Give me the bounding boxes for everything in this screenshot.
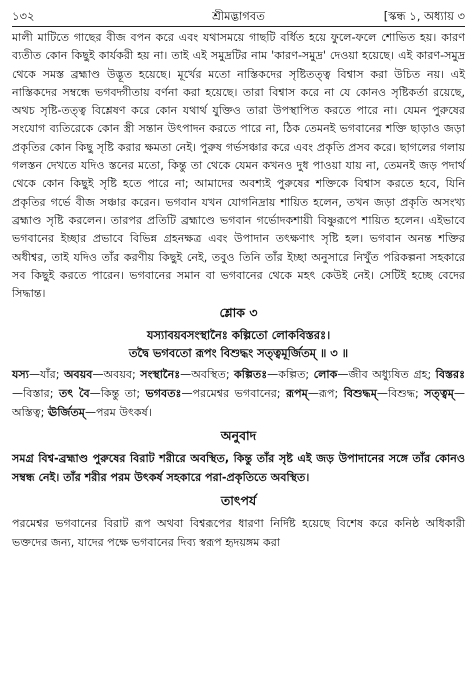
- synonym-word: সংস্থানৈঃ: [140, 368, 181, 382]
- translation-text: সমগ্র বিশ্ব-ব্রহ্মাণ্ড পুরুষের বিরাট শরীরে অবস্থিত, কিন্তু তাঁর সৃষ্ট এই জড় উপাদানের সঙ্গে তাঁর কোনও সম্বন্ধ নেই। তাঁর শরীর পরম উৎকর্ষ সহকারে পরা-প্রকৃতিতে অবস্থিত।: [12, 452, 465, 484]
- synonym-meaning: পরমেশ্বর ভগবানের: [192, 387, 277, 401]
- synonym-word: ঊর্জিতম্: [47, 406, 85, 420]
- synonym-word: রূপম্: [285, 387, 308, 401]
- synonym-meaning: কল্পিত: [278, 368, 306, 382]
- synonym-word: সত্ত্বম্: [424, 387, 454, 401]
- page-number: ১৩২: [12, 9, 35, 23]
- synonym-meaning: জীব অধ্যুষিত গ্রহ: [348, 368, 428, 382]
- synonym-meaning: অবয়ব: [103, 368, 133, 382]
- book-title: শ্রীমদ্ভাগবত: [212, 9, 265, 23]
- synonym-meaning: অবস্থিত: [191, 368, 226, 382]
- word-for-word-synonyms: যস্য—যাঁর; অবয়ব—অবয়ব; সংস্থানৈঃ—অবস্থিত; কল্পিতঃ—কল্পিত; লোক—জীব অধ্যুষিত গ্রহ; বিস্তরঃ—বিস্তার; তৎ বৈ—কিন্তু তা; ভগবতঃ—পরমেশ্বর ভগবানের; রূপম্—রূপ; বিশুদ্ধম্—বিশুদ্ধ; সত্ত্বম্—অস্তিত্ব; ঊর্জিতম্—পরম উৎকর্ষ।: [12, 368, 466, 420]
- verse-line-1: যস্যাবয়বসংস্থানৈঃ কল্পিতো লোকবিস্তরঃ।: [146, 328, 331, 343]
- synonym-word: লোক: [313, 368, 338, 382]
- synonym-meaning: পরম উৎকর্ষ: [96, 406, 148, 420]
- synonym-meaning: বিস্তার: [23, 387, 50, 401]
- synonym-word: যস্য: [12, 368, 29, 382]
- chapter-reference: [স্কন্ধ ১, অধ্যায় ৩: [383, 9, 465, 23]
- synonym-word: অবয়ব: [63, 368, 93, 382]
- synonym-meaning: কিন্তু তা: [100, 387, 137, 401]
- synonym-meaning: অস্তিত্ব: [12, 406, 41, 420]
- synonym-meaning: রূপ: [318, 387, 335, 401]
- running-header: [12, 6, 465, 24]
- purport-text: পরমেশ্বর ভগবানের বিরাট রূপ অথবা বিশ্বরূপের ধারণা নির্দিষ্ট হয়েছে বিশেষ করে কনিষ্ঠ অধিকারী ভক্তদের জন্য, যাদের পক্ষে ভগবানের দিব্য স্বরূপ হৃদয়ঙ্গম করা: [12, 517, 465, 549]
- verse-line-2: তদ্বৈ ভগবতো রূপং বিশুদ্ধং সত্ত্বমূর্জিতম্ ॥ ৩ ॥: [128, 346, 349, 361]
- synonym-word: ভগবতঃ: [145, 387, 182, 401]
- purport-continued: মালী মাটিতে গাছের বীজ বপন করে এবং যথাসময়ে গাছটি বর্ধিত হয়ে ফুলে-ফলে শোভিত হয়। কারণ ব্যতীত কোন কিছুই কার্যকরী হয় না। তাই এই সমুদ্রটির নাম 'কারণ-সমুদ্র' দেওয়া হয়েছে। এই কারণ-সমুদ্র থেকে সমস্ত ব্রহ্মাণ্ড উদ্ভূত হয়েছে। মূর্খের মতো নাস্তিকদের সৃষ্টিতত্ত্ব বিশ্বাস করা উচিত নয়। এই নাস্তিকদের সম্বন্ধে ভগবদ্গীতায় বর্ণনা করা হয়েছে। তারা বিশ্বাস করে না যে কোনও সৃষ্টিকর্তা রয়েছে, অথচ সৃষ্টি-তত্ত্ব বিশ্লেষণ করে কোন যথার্থ যুক্তিও তারা উপস্থাপিত করতে পারে না। যেমন পুরুষের সংযোগ ব্যতিরেকে কোন স্ত্রী সন্তান উৎপাদন করতে পারে না, ঠিক তেমনই ভগবানের শক্তি ছাড়াও জড়া প্রকৃতির কোন কিছু সৃষ্টি করার ক্ষমতা নেই। পুরুষ গর্ভসঞ্চার করে এবং প্রকৃতি প্রসব করে। ছাগলের গলায় গলস্তন দেখতে যদিও স্তনের মতো, কিন্তু তা থেকে যেমন কখনও দুধ পাওয়া যায় না, তেমনই জড় পদার্থ থেকে কোন কিছুই সৃষ্টি হতে পারে না; আমাদের অবশ্যই পুরুষের শক্তিকে বিশ্বাস করতে হবে, যিনি প্রকৃতির গর্ভে বীজ সঞ্চার করেন। ভগবান যখন যোগনিদ্রায় শায়িত হলেন, তখন জড়া প্রকৃতি অসংখ্য ব্রহ্মাণ্ড সৃষ্টি করলেন। তারপর প্রতিটি ব্রহ্মাণ্ডে ভগবান গর্ভোদকশায়ী বিষ্ণুরূপে শায়িত হলেন। এইভাবে ভগবানের ইচ্ছার প্রভাবে বিভিন্ন গ্রহনক্ষত্র এবং উপাদান তৎক্ষণাৎ সৃষ্টি হল। ভগবান অনন্ত শক্তির অধীশ্বর, তাই যদিও তাঁর করণীয় কিছুই নেই, তবুও তিনি তাঁর ইচ্ছা অনুসারে নিখুঁত পরিকল্পনা সহকারে সব কিছুই করতে পারেন। ভগবানের সমান বা ভগবানের থেকে মহৎ কেউই নেই। সেটিই হচ্ছে বেদের সিদ্ধান্ত।: [12, 31, 465, 301]
- synonym-meaning: বিশুদ্ধ: [387, 387, 415, 401]
- synonym-meaning: যাঁর: [40, 368, 56, 382]
- translation-heading: অনুবাদ: [220, 428, 257, 444]
- synonym-word: বিশুদ্ধম্: [343, 387, 377, 401]
- synonym-word: তৎ বৈ: [58, 387, 90, 401]
- purport-heading: তাৎপর্য: [220, 493, 257, 509]
- verse-heading: শ্লোক ৩: [219, 305, 258, 321]
- synonym-word: কল্পিতঃ: [234, 368, 268, 382]
- synonym-word: বিস্তরঃ: [435, 368, 466, 382]
